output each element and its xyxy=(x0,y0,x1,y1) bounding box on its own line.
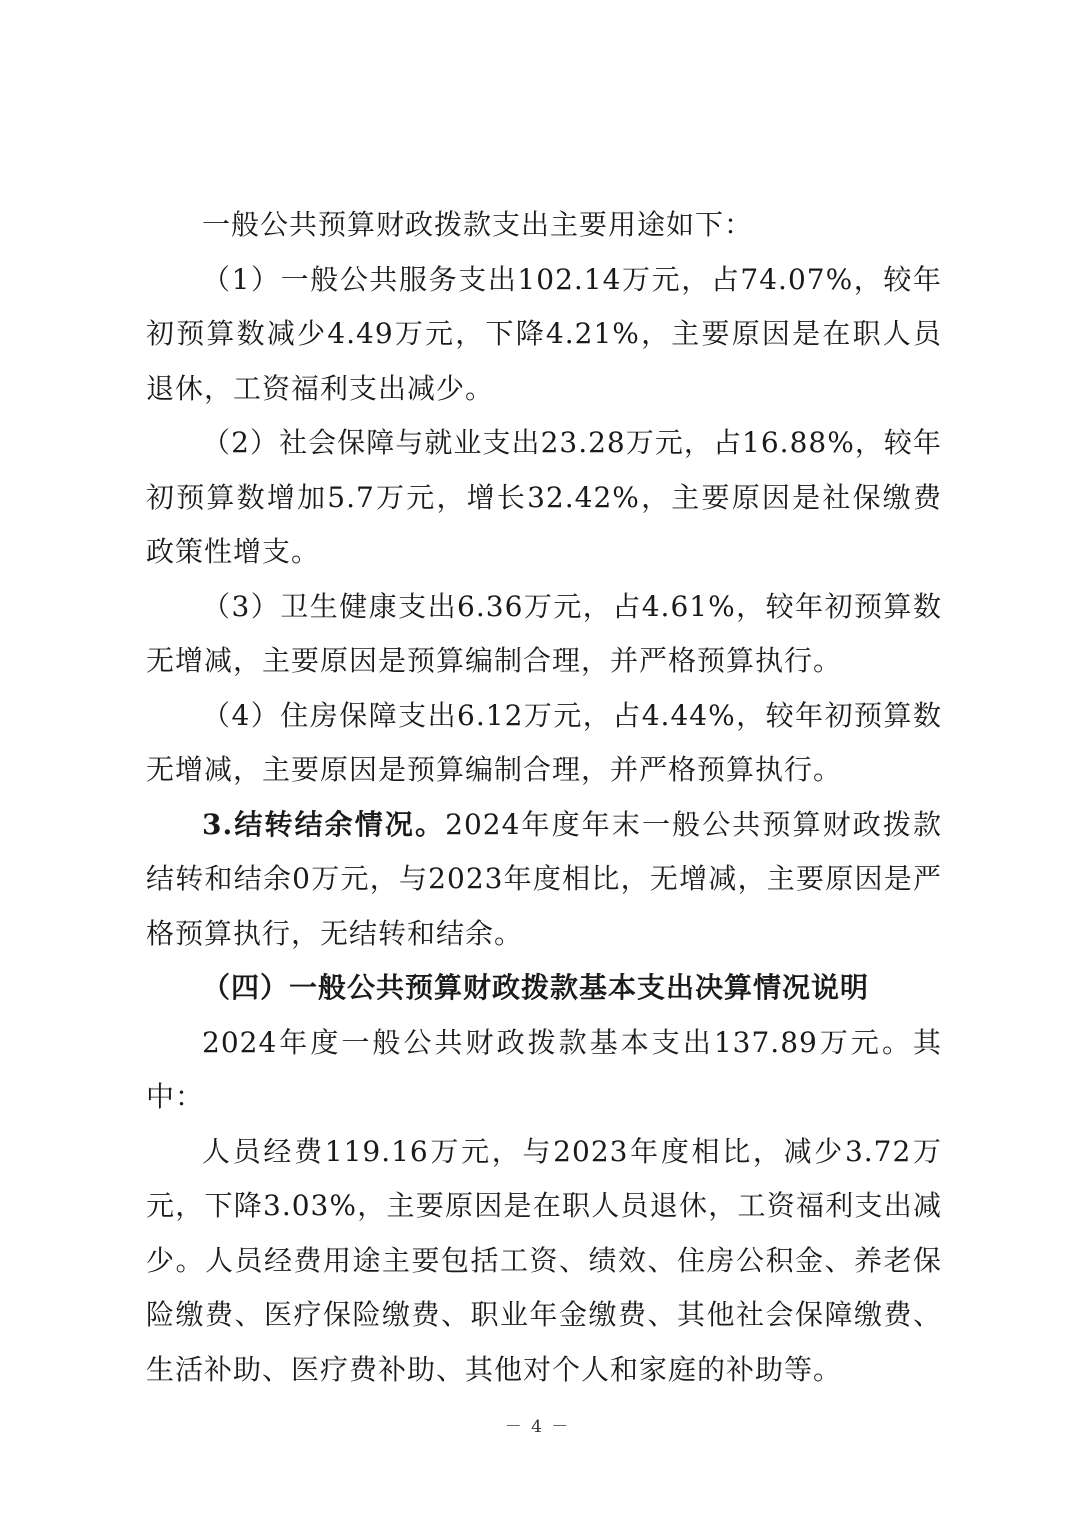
basic-total-paragraph: 2024年度一般公共财政拨款基本支出137.89万元。其中： xyxy=(146,1025,942,1113)
carryover-lead: 3.结转结余情况。 xyxy=(202,807,446,841)
carryover-paragraph xyxy=(146,798,942,962)
item-4-paragraph: （4）住房保障支出6.12万元，占4.44%，较年初预算数无增减，主要原因是预算编制合理，并严格预算执行。 xyxy=(146,698,942,786)
section-4-heading: （四）一般公共预算财政拨款基本支出决算情况说明 xyxy=(202,971,870,1004)
page-number: － 4 － xyxy=(504,1417,571,1437)
item-3-paragraph: （3）卫生健康支出6.36万元，占4.61%，较年初预算数无增减，主要原因是预算编制合理，并严格预算执行。 xyxy=(146,589,942,677)
item-2-paragraph: （2）社会保障与就业支出23.28万元，占16.88%，较年初预算数增加5.7万元，增长32.42%，主要原因是社保缴费政策性增支。 xyxy=(146,426,942,568)
document-page xyxy=(146,198,942,1397)
intro-paragraph: 一般公共预算财政拨款支出主要用途如下： xyxy=(202,208,754,241)
personnel-paragraph: 人员经费119.16万元，与2023年度相比，减少3.72万元，下降3.03%，主要原因是在职人员退休，工资福利支出减少。人员经费用途主要包括工资、绩效、住房公积金、养老保险缴费、医疗保险缴费、职业年金缴费、其他社会保障缴费、生活补助、医疗费补助、其他对个人和家庭的补助等。 xyxy=(146,1134,942,1386)
item-1-paragraph: （1）一般公共服务支出102.14万元，占74.07%，较年初预算数减少4.49万元，下降4.21%，主要原因是在职人员退休，工资福利支出减少。 xyxy=(146,262,942,405)
carryover-body: 2024年度年末一般公共预算财政拨款结转和结余0万元，与2023年度相比，无增减，主要原因是严格预算执行，无结转和结余。 xyxy=(146,807,942,950)
